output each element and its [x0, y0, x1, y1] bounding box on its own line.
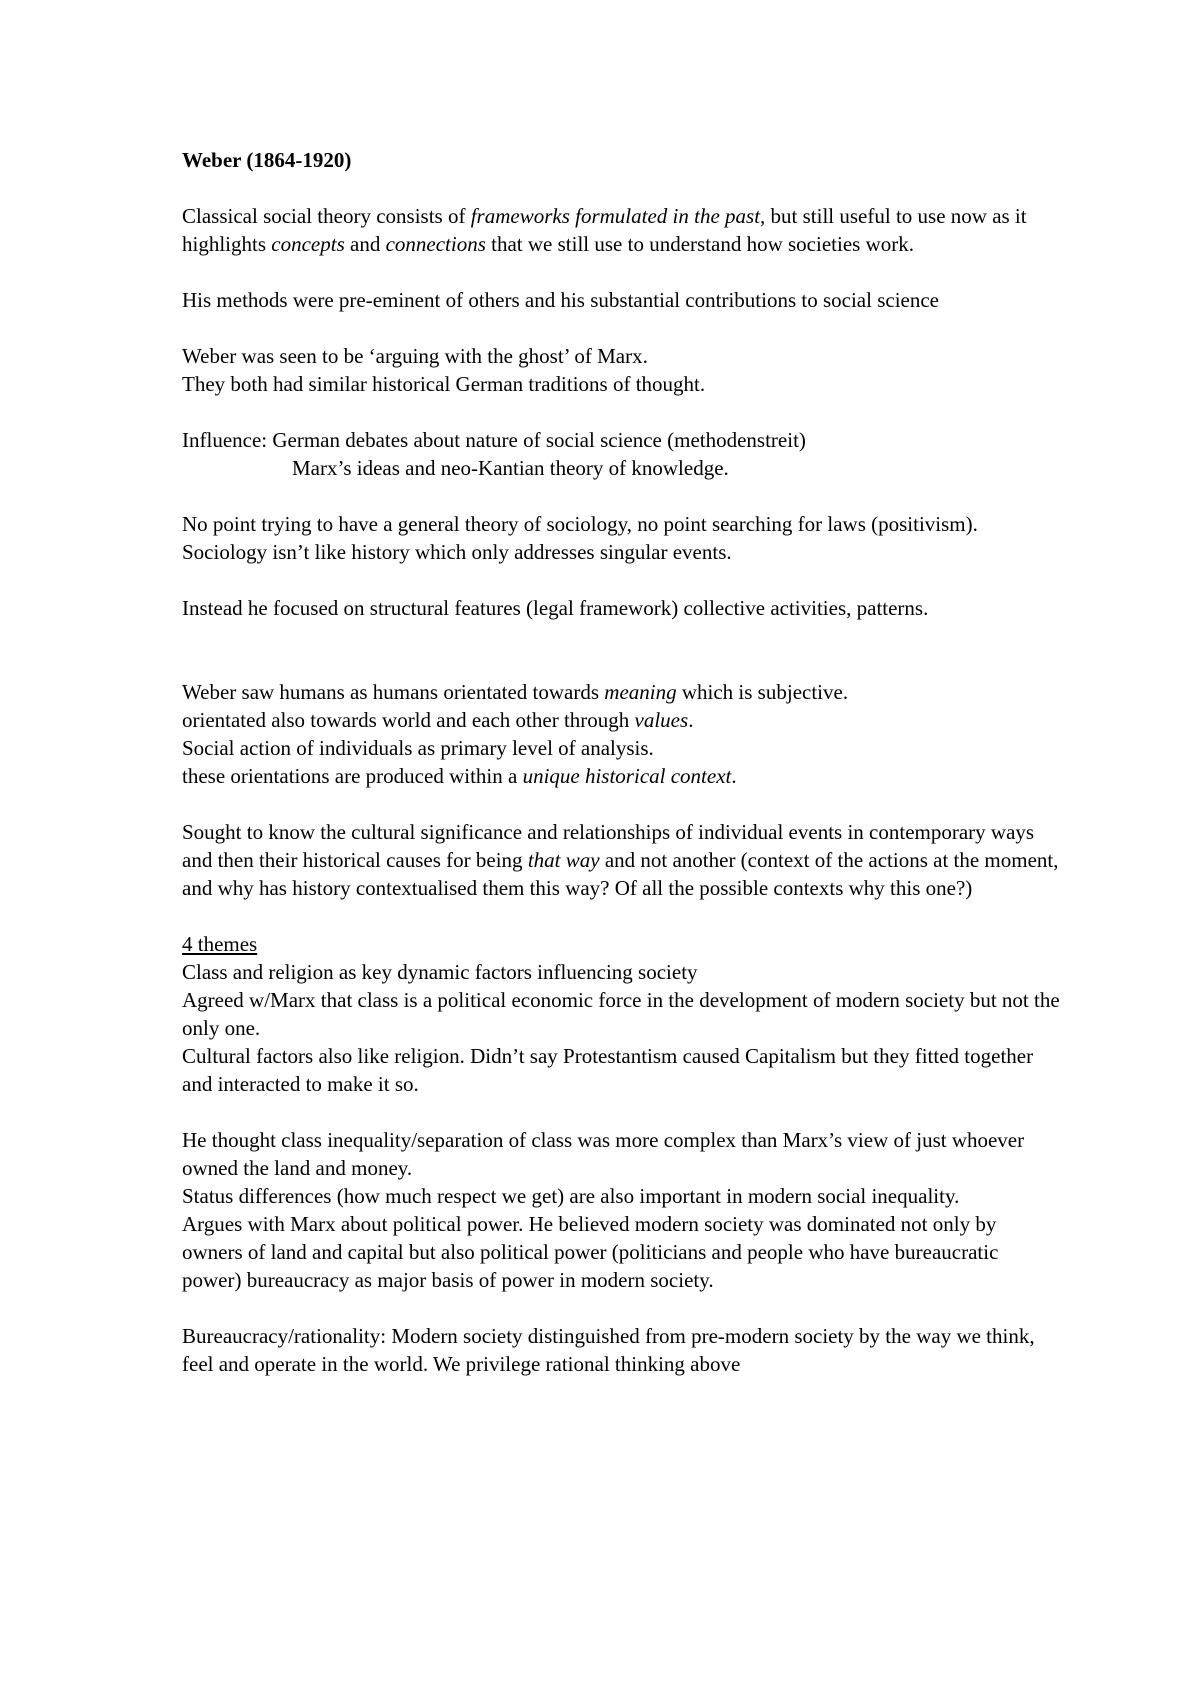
- paragraph-meaning: [182, 678, 1062, 790]
- text-run: .: [688, 708, 694, 732]
- italic-text: meaning: [604, 680, 677, 704]
- text-line: Class and religion as key dynamic factors influencing society: [182, 960, 698, 984]
- paragraph-methods: His methods were pre-eminent of others and his substantial contributions to social science: [182, 288, 939, 312]
- text-run: and not another (context of the actions at the moment, and why has history contextualised them this way? Of all the possible contexts why this one?): [182, 848, 1059, 900]
- italic-text: that way: [527, 848, 600, 872]
- paragraph-classical-theory: [182, 202, 1062, 258]
- text-run: Weber saw humans as humans orientated towards: [182, 680, 605, 704]
- paragraph-no-general-theory: No point trying to have a general theory of sociology, no point searching for laws (positivism). Sociology isn’t like history which only addresses singular events.: [182, 512, 978, 564]
- paragraph-four-themes: [182, 930, 1062, 1098]
- text-line: [182, 706, 1062, 734]
- text-run: orientated also towards world and each other through: [182, 708, 635, 732]
- document-body: [182, 146, 1062, 1406]
- paragraph-cultural-significance: [182, 818, 1062, 902]
- text-line: Weber was seen to be ‘arguing with the ghost’ of Marx.: [182, 344, 648, 368]
- text-run: and: [344, 232, 386, 256]
- italic-text: frameworks formulated in the past: [470, 204, 761, 228]
- text-line: [182, 678, 1062, 706]
- italic-text: connections: [385, 232, 486, 256]
- text-line: Agreed w/Marx that class is a political economic force in the development of modern society but not the only one.: [182, 988, 1060, 1040]
- text-line: He thought class inequality/separation of class was more complex than Marx’s view of just whoever owned the land and money.: [182, 1128, 1025, 1180]
- text-line: Social action of individuals as primary level of analysis.: [182, 736, 654, 760]
- paragraph-bureaucracy: Bureaucracy/rationality: Modern society distinguished from pre-modern society by the way we think, feel and operate in the world. We privilege rational thinking above: [182, 1324, 1035, 1376]
- page-title: Weber (1864-1920): [182, 148, 352, 172]
- text-line: Status differences (how much respect we get) are also important in modern social inequality.: [182, 1184, 960, 1208]
- text-line: [182, 762, 1062, 790]
- text-run: Classical social theory consists of: [182, 204, 471, 228]
- text-line: Influence: German debates about nature of social science (methodenstreit): [182, 428, 806, 452]
- text-run: Sought to know the cultural significance and relationships of individual events in contemporary ways and then their historical causes for being: [182, 820, 1035, 872]
- paragraph-structural-features: Instead he focused on structural features (legal framework) collective activities, patterns.: [182, 596, 929, 620]
- text-run: which is subjective.: [676, 680, 849, 704]
- text-run: that we still use to understand how societies work.: [485, 232, 914, 256]
- italic-text: concepts: [271, 232, 345, 256]
- text-run: .: [731, 764, 737, 788]
- paragraph-influence: [182, 426, 1062, 482]
- italic-text: values: [634, 708, 689, 732]
- text-line: Argues with Marx about political power. He believed modern society was dominated not only by owners of land and capital but also political power (politicians and people who have bureaucratic power) bureaucracy as major basis of power in modern society.: [182, 1212, 999, 1292]
- text-line-indented: Marx’s ideas and neo-Kantian theory of knowledge.: [292, 456, 729, 480]
- paragraph-ghost-of-marx: [182, 342, 1062, 398]
- paragraph-class-inequality: [182, 1126, 1062, 1294]
- text-run: these orientations are produced within a: [182, 764, 523, 788]
- section-heading: 4 themes: [182, 932, 258, 956]
- text-run: , but still useful to use now as it highlights: [182, 204, 1027, 256]
- italic-text: unique historical context: [522, 764, 732, 788]
- text-line: They both had similar historical German traditions of thought.: [182, 372, 706, 396]
- text-line: Cultural factors also like religion. Didn’t say Protestantism caused Capitalism but they fitted together and interacted to make it so.: [182, 1044, 1034, 1096]
